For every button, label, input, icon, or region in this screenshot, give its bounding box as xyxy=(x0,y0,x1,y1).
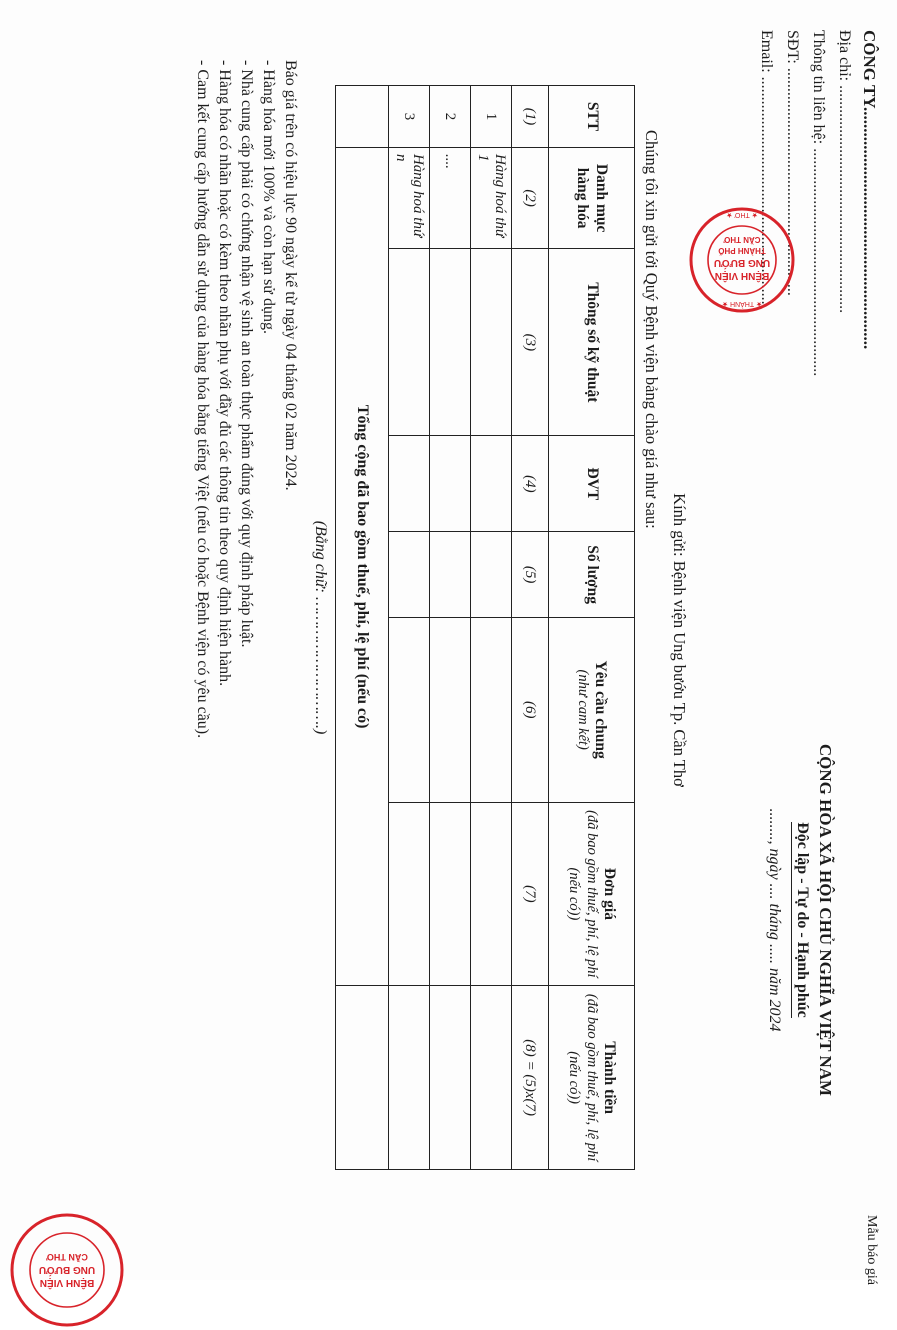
svg-text:CẦN THƠ: CẦN THƠ xyxy=(46,1252,88,1262)
column-number: (2) xyxy=(512,147,549,248)
header-item: Danh mục hàng hóa xyxy=(549,147,635,248)
svg-text:THÀNH PHỐ: THÀNH PHỐ xyxy=(718,246,766,255)
empty-cell xyxy=(471,986,512,1170)
row-item: Hàng hoá thứ n xyxy=(389,147,430,248)
header-unit: ĐVT xyxy=(549,436,635,532)
header-unit-price: Đơn giá (đã bao gồm thuế, phí, lệ phí (nếu có)) xyxy=(549,802,635,986)
company-phone: SĐT: ......................................................... xyxy=(784,30,801,296)
svg-text:BỆNH VIỆN: BỆNH VIỆN xyxy=(714,270,770,281)
amount-in-words: (Bằng chữ: ……………………….) xyxy=(312,520,329,735)
empty-cell xyxy=(336,86,389,148)
empty-cell xyxy=(471,532,512,617)
svg-text:CẦN THƠ: CẦN THƠ xyxy=(723,235,761,244)
header-stt: STT xyxy=(549,86,635,148)
empty-cell xyxy=(471,436,512,532)
empty-cell xyxy=(430,249,471,436)
empty-cell xyxy=(389,436,430,532)
company-address: Địa chỉ: ......................................................... xyxy=(836,30,853,314)
table-row xyxy=(430,86,471,1170)
header-requirements: Yêu cầu chung (như cam kết) xyxy=(549,617,635,802)
note-item: - Hàng hóa mới 100% và còn hạn sử dụng. xyxy=(260,60,277,334)
empty-cell xyxy=(389,249,430,436)
company-contact: Thông tin liên hệ: ......................................................... xyxy=(810,30,827,377)
empty-cell xyxy=(430,617,471,802)
header-qty: Số lượng xyxy=(549,532,635,617)
empty-cell xyxy=(430,436,471,532)
notes-block xyxy=(191,60,301,1240)
note-item: - Nhà cung cấp phải có chứng nhận vệ sinh an toàn thực phẩm đúng với quy định pháp luật. xyxy=(238,60,255,648)
note-validity: Báo giá trên có hiệu lực 90 ngày kể từ ngày 04 tháng 02 năm 2024. xyxy=(282,60,299,491)
header-total: Thành tiền (đã bao gồm thuế, phí, lệ phí (nếu có)) xyxy=(549,986,635,1170)
empty-cell xyxy=(471,249,512,436)
table-row xyxy=(471,86,512,1170)
column-number: (1) xyxy=(512,86,549,148)
national-title: CỘNG HÒA XÃ HỘI CHỦ NGHĨA VIỆT NAM xyxy=(816,743,835,1097)
row-item: .... xyxy=(430,147,471,248)
total-label: Tổng cộng đã bao gồm thuế, phí, lệ phí (nếu có) xyxy=(336,147,389,985)
svg-text:UNG BƯỚU: UNG BƯỚU xyxy=(713,257,771,268)
recipient-line: Kính gửi: Bệnh viện Ung bướu Tp. Cần Thơ xyxy=(670,493,689,787)
svg-text:UNG BƯỚU: UNG BƯỚU xyxy=(38,1264,96,1275)
row-stt: 3 xyxy=(389,86,430,148)
red-seal-stamp-partial xyxy=(7,1210,127,1330)
quotation-table xyxy=(335,85,635,1170)
row-stt: 1 xyxy=(471,86,512,148)
empty-cell xyxy=(389,802,430,986)
total-value xyxy=(336,986,389,1170)
row-item: Hàng hoá thứ 1 xyxy=(471,147,512,248)
empty-cell xyxy=(389,532,430,617)
header-spec: Thông số kỹ thuật xyxy=(549,249,635,436)
form-label: Mẫu báo giá xyxy=(864,1215,879,1285)
svg-text:BỆNH VIỆN: BỆNH VIỆN xyxy=(39,1277,95,1288)
svg-text:★ THƠ ★: ★ THƠ ★ xyxy=(726,211,758,218)
empty-cell xyxy=(430,532,471,617)
column-number: (6) xyxy=(512,617,549,802)
table-row xyxy=(389,86,430,1170)
row-stt: 2 xyxy=(430,86,471,148)
date-line: ........, ngày .... tháng ..... năm 2024 xyxy=(766,808,783,1032)
column-number: (8) = (5)x(7) xyxy=(512,986,549,1170)
empty-cell xyxy=(471,802,512,986)
company-title: CÔNG TY......................................................... xyxy=(860,30,879,350)
column-number: (4) xyxy=(512,436,549,532)
note-item: - Hàng hóa có nhãn hoặc có kèm theo nhãn phụ với đầy đủ các thông tin theo quy định hiện hành. xyxy=(216,60,233,687)
note-item: - Cam kết cung cấp hướng dẫn sử dụng của hàng hóa bằng tiếng Việt (nếu có hoặc Bệnh viện có yêu cầu). xyxy=(194,60,211,739)
red-seal-stamp xyxy=(687,205,797,315)
column-number: (3) xyxy=(512,249,549,436)
intro-line: Chúng tôi xin gửi tới Quý Bệnh viện bảng chào giá như sau: xyxy=(642,130,661,529)
company-email: Email: ......................................................... xyxy=(758,30,775,305)
svg-text:★ THÀNH ★: ★ THÀNH ★ xyxy=(721,300,763,307)
empty-cell xyxy=(471,617,512,802)
empty-cell xyxy=(430,802,471,986)
empty-cell xyxy=(430,986,471,1170)
national-motto: Độc lập - Tự do - Hạnh phúc xyxy=(793,640,811,1200)
column-number: (5) xyxy=(512,532,549,617)
column-number: (7) xyxy=(512,802,549,986)
empty-cell xyxy=(389,617,430,802)
empty-cell xyxy=(389,986,430,1170)
